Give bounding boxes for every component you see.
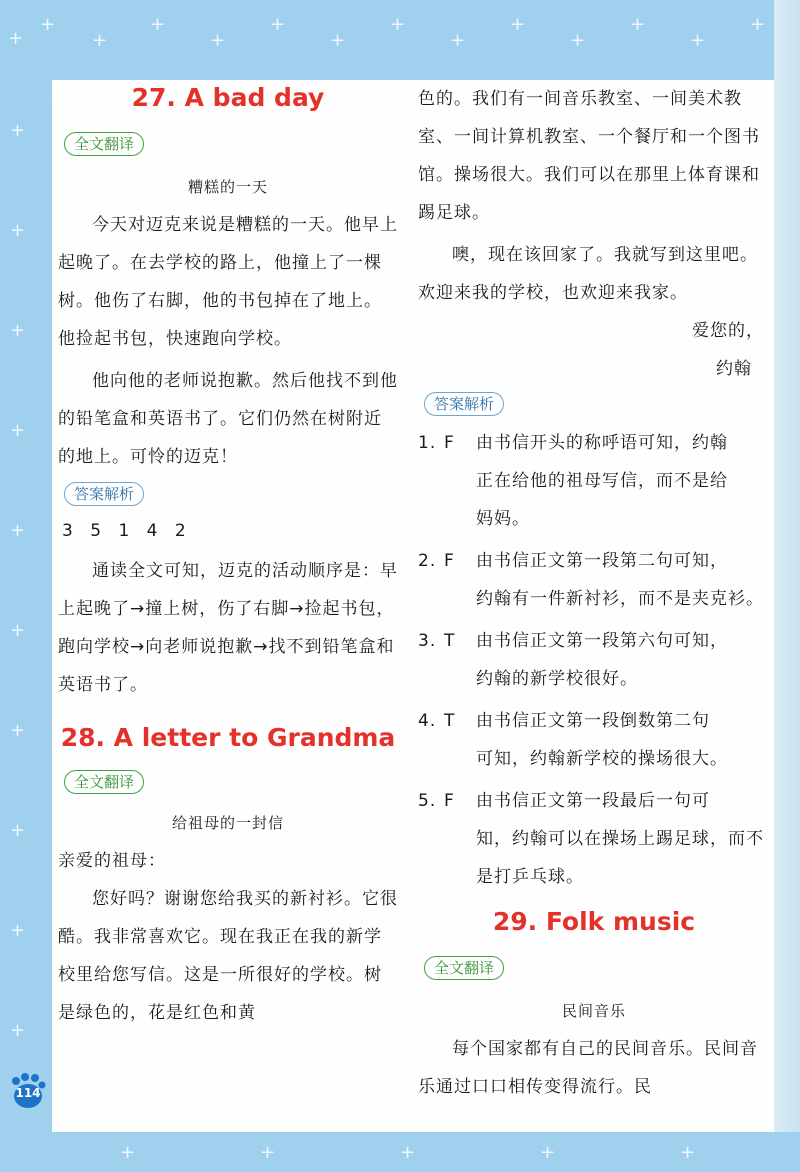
- item-explanation: 可知，约翰新学校的操场很大。: [476, 749, 728, 769]
- left-column: [58, 80, 398, 1032]
- answer-item: [418, 702, 770, 778]
- translation-paragraph: 他向他的老师说抱歉。然后他找不到他的铅笔盒和英语书了。它们仍然在树附近的地上。可怜的迈克！: [58, 371, 398, 467]
- item-answer: F: [444, 433, 455, 453]
- translation-paragraph: 每个国家都有自己的民间音乐。民间音乐通过口口相传变得流行。民: [418, 1039, 758, 1097]
- answer-analysis-tag: 答案解析: [424, 392, 504, 416]
- answer-item: [418, 424, 770, 538]
- item-explanation: 由书信正文第一段最后一句可: [476, 791, 710, 811]
- letter-signature: 约翰: [716, 359, 752, 379]
- section-27-title: 27. A bad day: [131, 83, 325, 112]
- translation-tag: 全文翻译: [64, 132, 144, 156]
- item-number: 2.: [418, 551, 437, 571]
- item-answer: F: [444, 551, 455, 571]
- section-28-title: 28. A letter to Grandma: [60, 723, 396, 752]
- translation-tag: 全文翻译: [64, 770, 144, 794]
- item-answer: F: [444, 791, 455, 811]
- item-number: 5.: [418, 791, 437, 811]
- item-explanation: 由书信正文第一段第二句可知，: [476, 551, 728, 571]
- item-explanation: 知，约翰可以在操场上踢足球，而不: [476, 829, 764, 849]
- letter-paragraph: 您好吗？谢谢您给我买的新衬衫。它很酷。我非常喜欢它。现在我正在我的新学校里给您写信。这是一所很好的学校。树是绿色的，花是红色和黄: [58, 889, 398, 1023]
- answer-item: [418, 782, 770, 896]
- item-explanation: 约翰的新学校很好。: [476, 669, 638, 689]
- letter-heading: 给祖母的一封信: [171, 814, 284, 832]
- answer-explanation: 通读全文可知，迈克的活动顺序是：早上起晚了→撞上树，伤了右脚→捡起书包，跑向学校→向老师说抱歉→找不到铅笔盒和英语书了。: [58, 561, 398, 695]
- answer-item: [418, 542, 770, 618]
- answer-item: [418, 622, 770, 698]
- item-explanation: 由书信正文第一段倒数第二句: [476, 711, 710, 731]
- page-number: 114: [15, 1086, 41, 1100]
- item-explanation: 妈妈。: [476, 509, 530, 529]
- translation-paragraph: 今天对迈克来说是糟糕的一天。他早上起晚了。在去学校的路上，他撞上了一棵树。他伤了右脚，他的书包掉在了地上。他捡起书包，快速跑向学校。: [58, 215, 398, 349]
- section-29-title: 29. Folk music: [492, 907, 696, 936]
- item-explanation: 约翰有一件新衬衫，而不是夹克衫。: [476, 589, 764, 609]
- answer-analysis-tag: 答案解析: [64, 482, 144, 506]
- left-border: [0, 0, 52, 1172]
- item-answer: T: [444, 631, 456, 651]
- letter-paragraph: 噢，现在该回家了。我就写到这里吧。欢迎来我的学校，也欢迎来我家。: [418, 245, 758, 303]
- letter-salutation: 亲爱的祖母：: [58, 851, 166, 871]
- translation-heading: 糟糕的一天: [187, 178, 268, 196]
- item-number: 3.: [418, 631, 437, 651]
- item-explanation: 是打乒乓球。: [476, 867, 584, 887]
- item-answer: T: [444, 711, 456, 731]
- item-explanation: 由书信正文第一段第六句可知，: [476, 631, 728, 651]
- translation-tag: 全文翻译: [424, 956, 504, 980]
- answer-sequence: 3 5 1 4 2: [62, 521, 192, 541]
- item-explanation: 正在给他的祖母写信，而不是给: [476, 471, 728, 491]
- letter-paragraph-continued: 色的。我们有一间音乐教室、一间美术教室、一间计算机教室、一个餐厅和一个图书馆。操场很大。我们可以在那里上体育课和踢足球。: [418, 89, 760, 223]
- translation-heading: 民间音乐: [561, 1002, 626, 1020]
- answer-list: [418, 424, 770, 896]
- right-border: [774, 0, 800, 1172]
- top-border: [0, 0, 800, 80]
- right-column: [418, 80, 770, 1106]
- letter-closing: 爱您的，: [692, 321, 764, 341]
- item-number: 4.: [418, 711, 437, 731]
- item-explanation: 由书信开头的称呼语可知，约翰: [476, 433, 728, 453]
- item-number: 1.: [418, 433, 437, 453]
